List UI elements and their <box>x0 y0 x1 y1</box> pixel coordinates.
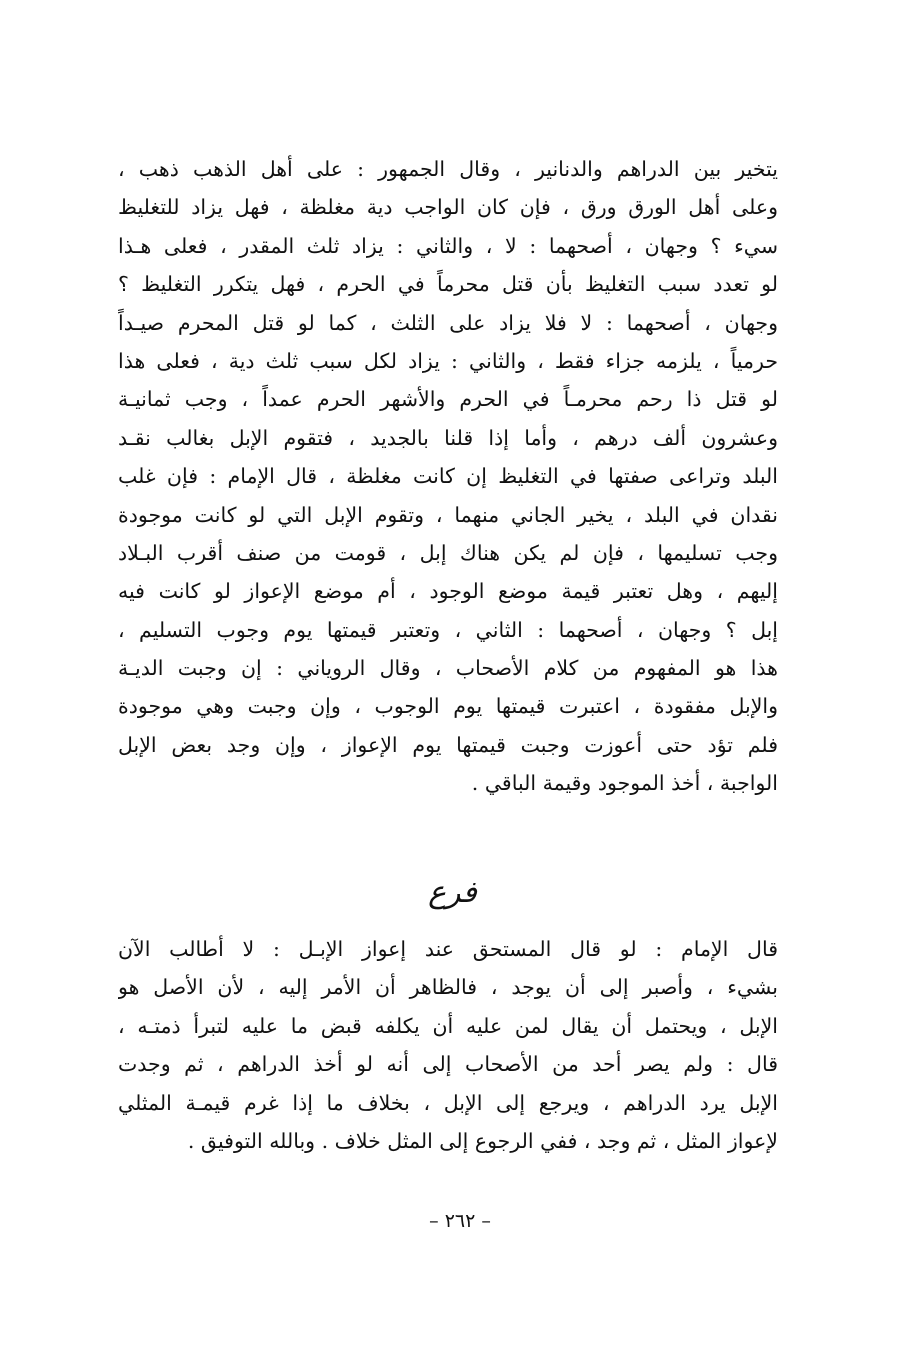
text-line: إبل ؟ وجهان ، أصحهما : الثاني ، وتعتبر قيمتها يوم وجوب التسليم ، <box>118 617 778 642</box>
text-line: فلم تؤد حتى أعوزت وجبت قيمتها يوم الإعواز ، وإن وجد بعض الإبل <box>118 732 778 757</box>
text-line: قال : ولم يصر أحد من الأصحاب إلى أنه لو أخذ الدراهم ، ثم وجدت <box>118 1052 778 1077</box>
text-line: لإعواز المثل ، ثم وجد ، ففي الرجوع إلى المثل خلاف . وبالله التوفيق . <box>187 1128 778 1153</box>
text-line: هذا هو المفهوم من كلام الأصحاب ، وقال الروياني : إن وجبت الديـة <box>118 656 778 681</box>
text-line: والإبل مفقودة ، اعتبرت قيمتها يوم الوجوب ، وإن وجبت وهي موجودة <box>118 694 778 719</box>
text-line: نقدان في البلد ، يخير الجاني منهما ، وتقوم الإبل التي لو كانت موجودة <box>118 502 778 527</box>
text-line: الإبل يرد الدراهم ، ويرجع إلى الإبل ، بخلاف ما إذا غرم قيمـة المثلي <box>118 1090 778 1115</box>
main-text-block <box>118 150 778 803</box>
text-line: وجهان ، أصحهما : لا فلا يزاد على الثلث ، كما لو قتل المحرم صيـداً <box>118 310 778 335</box>
page-number: – ٢٦٢ – <box>429 1210 491 1232</box>
text-line: لو قتل ذا رحم محرمـاً في الحرم والأشهر الحرم عمداً ، وجب ثمانيـة <box>118 387 778 412</box>
text-line: البلد وتراعى صفتها في التغليظ إن كانت مغلظة ، قال الإمام : فإن غلب <box>118 464 778 489</box>
text-line: قال الإمام : لو قال المستحق عند إعواز الإبـل : لا أطالب الآن <box>118 937 778 961</box>
text-line: الواجبة ، أخذ الموجود وقيمة الباقي . <box>471 771 778 796</box>
text-line: سيء ؟ وجهان ، أصحهما : لا ، والثاني : يزاد ثلث المقدر ، فعلى هـذا <box>118 233 778 258</box>
sub-text-block <box>118 930 778 1160</box>
text-line: إليهم ، وهل تعتبر قيمة موضع الوجود ، أم موضع الإعواز لو كانت فيه <box>118 579 778 604</box>
text-line: وعلى أهل الورق ورق ، فإن كان الواجب دية مغلظة ، فهل يزاد للتغليظ <box>118 195 778 220</box>
text-line: بشيء ، وأصبر إلى أن يوجد ، فالظاهر أن الأمر إليه ، لأن الأصل هو <box>118 975 778 1000</box>
text-line: الإبل ، ويحتمل أن يقال لمن عليه أن يكلفه قبض ما عليه لتبرأ ذمتـه ، <box>118 1013 778 1038</box>
text-line: حرمياً ، يلزمه جزاء فقط ، والثاني : يزاد لكل سبب ثلث دية ، فعلى هذا <box>118 348 778 373</box>
section-heading: فرع <box>428 875 477 910</box>
text-line: لو تعدد سبب التغليظ بأن قتل محرماً في الحرم ، فهل يتكرر التغليظ ؟ <box>118 272 778 297</box>
text-line: وجب تسليمها ، فإن لم يكن هناك إبل ، قومت من صنف أقرب البـلاد <box>118 540 778 565</box>
text-line: يتخير بين الدراهم والدنانير ، وقال الجمهور : على أهل الذهب ذهب ، <box>118 157 778 181</box>
text-line: وعشرون ألف درهم ، وأما إذا قلنا بالجديد ، فتقوم الإبل بغالب نقـد <box>118 425 778 450</box>
